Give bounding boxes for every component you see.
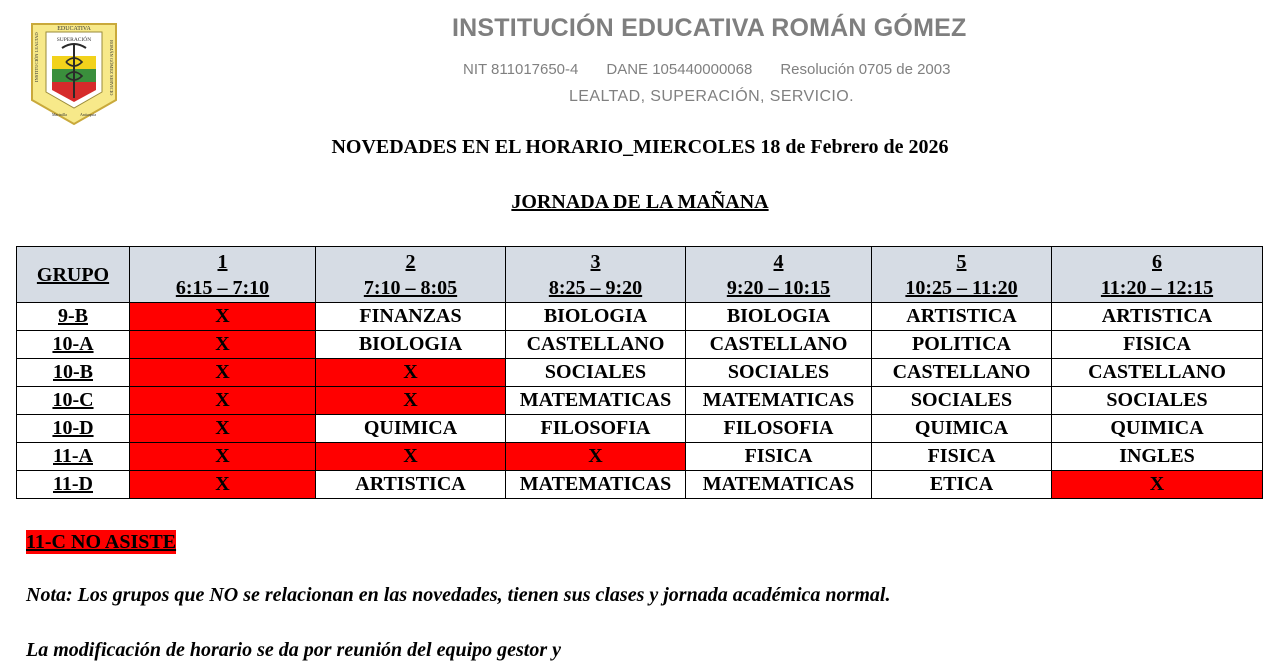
subject-cell: SOCIALES (1052, 387, 1263, 415)
logo-right-text: ROMÁN GÓMEZ SERVICIO (109, 40, 114, 96)
group-cell: 10-B (17, 359, 130, 387)
dane-number: DANE 105440000068 (606, 61, 753, 78)
table-row (17, 415, 1263, 443)
document-title-text: NOVEDADES EN EL HORARIO_MIERCOLES 18 de Febrero de 2026 (331, 136, 949, 158)
subject-cell: MATEMATICAS (506, 471, 686, 499)
subject-cell: X (130, 387, 316, 415)
period-header: 2 7:10 – 8:05 (316, 247, 506, 303)
subject-cell: POLITICA (872, 331, 1052, 359)
subject-cell: CASTELLANO (506, 331, 686, 359)
normal-schedule-note: Nota: Los grupos que NO se relacionan en las novedades, tienen sus clases y jornada académica normal. (26, 584, 891, 606)
document-title (0, 136, 1286, 159)
period-header: 3 8:25 – 9:20 (506, 247, 686, 303)
group-cell: 10-A (17, 331, 130, 359)
subject-cell: X (506, 443, 686, 471)
resolution-number: Resolución 0705 de 2003 (780, 61, 951, 78)
subject-cell: FISICA (686, 443, 872, 471)
institution-identifiers (463, 61, 950, 78)
subject-cell: FISICA (1052, 331, 1263, 359)
table-row (17, 471, 1263, 499)
subject-cell: X (316, 359, 506, 387)
institution-motto: LEALTAD, SUPERACIÓN, SERVICIO. (569, 88, 854, 105)
logo-band-text: SUPERACIÓN (56, 37, 92, 43)
table-row (17, 303, 1263, 331)
subject-cell: SOCIALES (686, 359, 872, 387)
subject-cell: MATEMATICAS (506, 387, 686, 415)
logo-left-text: INSTITUCIÓN LEALTAD (34, 32, 39, 82)
group-cell: 11-A (17, 443, 130, 471)
school-logo (30, 22, 118, 126)
subject-cell: BIOLOGIA (506, 303, 686, 331)
table-row (17, 387, 1263, 415)
subject-cell: X (316, 443, 506, 471)
subject-cell: FINANZAS (316, 303, 506, 331)
group-cell: 11-D (17, 471, 130, 499)
subject-cell: INGLES (1052, 443, 1263, 471)
subject-cell: X (130, 471, 316, 499)
group-cell: 10-C (17, 387, 130, 415)
subject-cell: X (130, 359, 316, 387)
schedule-table (16, 246, 1263, 499)
logo-top-text: EDUCATIVA (57, 26, 91, 32)
subject-cell: X (316, 387, 506, 415)
subject-cell: MATEMATICAS (686, 471, 872, 499)
period-header: 5 10:25 – 11:20 (872, 247, 1052, 303)
subject-cell: CASTELLANO (686, 331, 872, 359)
subject-cell: QUIMICA (872, 415, 1052, 443)
subject-cell: X (130, 331, 316, 359)
subject-cell: SOCIALES (506, 359, 686, 387)
period-header: 6 11:20 – 12:15 (1052, 247, 1263, 303)
subject-cell: X (1052, 471, 1263, 499)
subject-cell: ETICA (872, 471, 1052, 499)
subject-cell: X (130, 443, 316, 471)
group-cell: 10-D (17, 415, 130, 443)
subject-cell: ARTISTICA (1052, 303, 1263, 331)
table-row (17, 331, 1263, 359)
subject-cell: FILOSOFIA (686, 415, 872, 443)
schedule-header-row (17, 247, 1263, 303)
school-shield-icon (30, 22, 118, 126)
subject-cell: MATEMATICAS (686, 387, 872, 415)
subject-cell: X (130, 303, 316, 331)
subject-cell: X (130, 415, 316, 443)
subject-cell: FISICA (872, 443, 1052, 471)
subject-cell: ARTISTICA (872, 303, 1052, 331)
subject-cell: BIOLOGIA (686, 303, 872, 331)
logo-bottom-right: Antioquia (80, 112, 96, 117)
subject-cell: CASTELLANO (872, 359, 1052, 387)
subject-cell: QUIMICA (316, 415, 506, 443)
period-header: 4 9:20 – 10:15 (686, 247, 872, 303)
group-column-header: GRUPO (17, 247, 130, 303)
nit-number: NIT 811017650-4 (463, 61, 579, 78)
subject-cell: CASTELLANO (1052, 359, 1263, 387)
subject-cell: QUIMICA (1052, 415, 1263, 443)
absent-group-notice: 11-C NO ASISTE (26, 531, 177, 553)
subject-cell: SOCIALES (872, 387, 1052, 415)
shift-title-text: JORNADA DE LA MAÑANA (511, 191, 769, 213)
period-header: 1 6:15 – 7:10 (130, 247, 316, 303)
subject-cell: BIOLOGIA (316, 331, 506, 359)
schedule-change-reason: La modificación de horario se da por reunión del equipo gestor y (26, 639, 561, 661)
table-row (17, 443, 1263, 471)
subject-cell: FILOSOFIA (506, 415, 686, 443)
shift-title (0, 191, 1286, 214)
table-row (17, 359, 1263, 387)
subject-cell: ARTISTICA (316, 471, 506, 499)
group-cell: 9-B (17, 303, 130, 331)
institution-name: INSTITUCIÓN EDUCATIVA ROMÁN GÓMEZ (452, 14, 967, 42)
logo-bottom-left: Marinilla (52, 112, 67, 117)
